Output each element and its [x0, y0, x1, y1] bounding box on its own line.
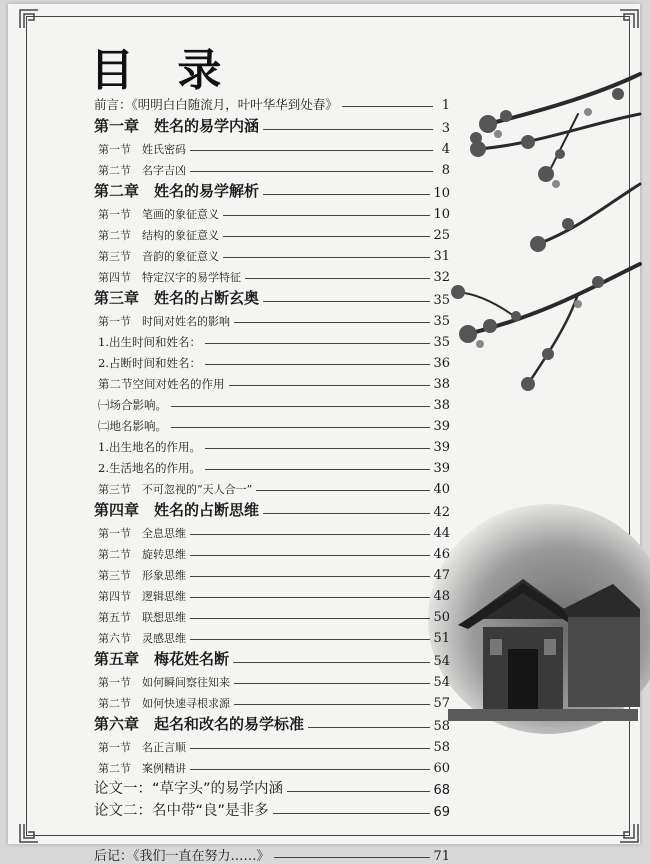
toc-leader-line: [256, 490, 430, 491]
toc-entry-label: 第六节 灵感思维: [98, 632, 186, 645]
toc-entry-label: 第三节 形象思维: [98, 569, 186, 582]
toc-entry-sub[interactable]: [94, 350, 450, 371]
toc-entry-label: 第二节 结构的象征意义: [98, 229, 219, 242]
toc-page-number: 60: [433, 761, 450, 776]
toc-page-number: 54: [433, 675, 450, 690]
toc-leader-line: [223, 215, 430, 216]
toc-entry-label: 1.出生地名的作用。: [98, 440, 201, 454]
toc-leader-line: [190, 150, 433, 151]
toc-page-number: 35: [433, 293, 450, 308]
toc-entry-label: 第一节 如何瞬间察往知来: [98, 676, 230, 689]
toc-leader-line: [245, 278, 430, 279]
toc-entry-label: 2.占断时间和姓名：: [98, 356, 201, 370]
corner-ornament-top-left: [18, 8, 40, 30]
toc-entry-label: 第三节 音韵的象征意义: [98, 250, 219, 263]
toc-entry-section[interactable]: [94, 243, 450, 264]
toc-entry-label: ㈠场合影响。: [98, 398, 167, 412]
toc-entry-label: 第四章 姓名的占断思维: [94, 501, 260, 519]
toc-entry-sub[interactable]: [94, 413, 450, 434]
toc-page-number: 48: [433, 589, 450, 604]
toc-entry-label: 第四节 特定汉字的易学特征: [98, 271, 241, 284]
book-page: [8, 4, 640, 864]
toc-leader-line: [263, 301, 430, 302]
toc-entry-label: 第一节 笔画的象征意义: [98, 208, 219, 221]
toc-page-number: 71: [433, 849, 450, 864]
toc-page-number: 46: [433, 547, 450, 562]
toc-page-number: 8: [441, 163, 450, 178]
traditional-gate-illustration: [428, 499, 640, 734]
toc-entry-chapter[interactable]: [94, 646, 450, 669]
toc-page-number: 4: [441, 142, 450, 157]
toc-entry-section[interactable]: [94, 541, 450, 562]
toc-page-number: 58: [433, 740, 450, 755]
toc-leader-line: [234, 322, 430, 323]
toc-entry-label: 2.生活地名的作用。: [98, 461, 201, 475]
toc-page-number: 36: [433, 356, 450, 371]
table-of-contents: [94, 92, 450, 864]
toc-entry-section[interactable]: [94, 755, 450, 776]
toc-entry-chapter[interactable]: [94, 497, 450, 520]
toc-page-number: 39: [433, 461, 450, 476]
toc-page-number: 38: [433, 398, 450, 413]
toc-entry-label: 第一节 全息思维: [98, 527, 186, 540]
toc-leader-line: [190, 618, 430, 619]
toc-entry-section[interactable]: [94, 734, 450, 755]
toc-entry-chapter[interactable]: [94, 285, 450, 308]
toc-page-number: 47: [433, 568, 450, 583]
toc-spacer: [94, 820, 450, 842]
toc-page-number: 32: [433, 270, 450, 285]
toc-entry-label: 论文二：名中带“良”是非多: [94, 803, 269, 819]
toc-page-number: 25: [433, 228, 450, 243]
toc-page-number: 44: [433, 526, 450, 541]
toc-entry-preface[interactable]: [94, 92, 450, 113]
toc-entry-section[interactable]: [94, 669, 450, 690]
toc-entry-section[interactable]: [94, 157, 450, 178]
toc-entry-section[interactable]: [94, 604, 450, 625]
toc-page-number: 42: [433, 505, 450, 520]
toc-leader-line: [223, 257, 430, 258]
toc-leader-line: [205, 343, 430, 344]
toc-leader-line: [229, 385, 431, 386]
toc-entry-section[interactable]: [94, 625, 450, 646]
toc-page-number: 38: [433, 377, 450, 392]
toc-entry-chapter[interactable]: [94, 113, 450, 136]
toc-entry-sub[interactable]: [94, 455, 450, 476]
toc-leader-line: [263, 129, 433, 130]
page-title: 目 录: [90, 45, 236, 96]
toc-leader-line: [205, 469, 430, 470]
toc-entry-sub[interactable]: [94, 329, 450, 350]
toc-page-number: 35: [433, 314, 450, 329]
toc-entry-label: 第一节 姓氏密码: [98, 143, 186, 156]
toc-entry-label: 第二章 姓名的易学解析: [94, 182, 260, 200]
toc-entry-label: 第二节 案例精讲: [98, 762, 186, 775]
toc-page-number: 39: [433, 419, 450, 434]
toc-entry-section[interactable]: [94, 201, 450, 222]
toc-leader-line: [234, 704, 430, 705]
corner-ornament-top-right: [618, 8, 640, 30]
toc-page-number: 54: [433, 654, 450, 669]
toc-page-number: 39: [433, 440, 450, 455]
toc-entry-label: 第四节 逻辑思维: [98, 590, 186, 603]
toc-entry-section[interactable]: [94, 520, 450, 541]
toc-entry-label: 第一节 时间对姓名的影响: [98, 315, 230, 328]
toc-entry-section[interactable]: [94, 308, 450, 329]
toc-page-number: 10: [433, 186, 450, 201]
toc-leader-line: [273, 813, 431, 814]
toc-leader-line: [171, 427, 430, 428]
toc-entry-label: 1.出生时间和姓名：: [98, 335, 201, 349]
toc-leader-line: [190, 555, 430, 556]
toc-entry-section[interactable]: [94, 476, 450, 497]
corner-ornament-bottom-right: [618, 822, 640, 844]
toc-entry-label: 前言：《明明白白随流月，叶叶华华到处春》: [94, 97, 338, 112]
toc-entry-label: 第三章 姓名的占断玄奥: [94, 289, 260, 307]
corner-ornament-bottom-left: [18, 822, 40, 844]
toc-leader-line: [205, 364, 430, 365]
plum-blossom-illustration: [428, 54, 640, 394]
toc-leader-line: [223, 236, 430, 237]
toc-page-number: 35: [433, 335, 450, 350]
toc-entry-label: 第二节 名字吉凶: [98, 164, 186, 177]
toc-page-number: 31: [433, 249, 450, 264]
toc-entry-section[interactable]: [94, 562, 450, 583]
toc-entry-chapter[interactable]: [94, 711, 450, 734]
toc-entry-sub[interactable]: [94, 392, 450, 413]
toc-entry-label: 第一章 姓名的易学内涵: [94, 117, 260, 135]
toc-entry-label: 第五章 梅花姓名断: [94, 650, 230, 668]
toc-leader-line: [342, 106, 433, 107]
toc-page-number: 3: [441, 121, 450, 136]
toc-leader-line: [171, 406, 430, 407]
toc-leader-line: [287, 791, 430, 792]
toc-entry-section[interactable]: [94, 690, 450, 711]
toc-leader-line: [190, 534, 430, 535]
toc-leader-line: [263, 194, 430, 195]
toc-entry-section[interactable]: [94, 583, 450, 604]
toc-entry-sub[interactable]: [94, 434, 450, 455]
toc-page-number: 40: [433, 482, 450, 497]
toc-leader-line: [190, 576, 430, 577]
toc-entry-label: 后记：《我们一直在努力……》: [94, 849, 270, 864]
toc-entry-label: 第二节 旋转思维: [98, 548, 186, 561]
toc-entry-label: 第三节 不可忽视的“天人合一”: [98, 483, 253, 496]
toc-leader-line: [190, 639, 430, 640]
toc-leader-line: [190, 171, 433, 172]
toc-page-number: 10: [433, 207, 450, 222]
toc-entry-label: 第一节 名正言顺: [98, 741, 186, 754]
toc-entry-section[interactable]: [94, 136, 450, 157]
toc-page-number: 58: [433, 719, 450, 734]
toc-leader-line: [263, 513, 430, 514]
toc-leader-line: [190, 597, 430, 598]
toc-entry-section[interactable]: [94, 222, 450, 243]
toc-page-number: 50: [433, 610, 450, 625]
toc-entry-sub[interactable]: [94, 371, 450, 392]
toc-entry-label: ㈡地名影响。: [98, 419, 167, 433]
toc-leader-line: [233, 662, 430, 663]
toc-page-number: 1: [441, 98, 450, 113]
toc-entry-chapter[interactable]: [94, 178, 450, 201]
toc-page-number: 51: [433, 631, 450, 646]
toc-entry-essay[interactable]: [94, 798, 450, 820]
toc-leader-line: [205, 448, 430, 449]
toc-leader-line: [274, 857, 431, 858]
toc-entry-label: 论文一：“草字头”的易学内涵: [94, 781, 284, 797]
toc-page-number: 68: [433, 783, 450, 798]
toc-page-number: 57: [433, 696, 450, 711]
toc-leader-line: [190, 748, 430, 749]
toc-entry-label: 第五节 联想思维: [98, 611, 186, 624]
toc-entry-essay[interactable]: [94, 776, 450, 798]
toc-leader-line: [234, 683, 430, 684]
toc-leader-line: [308, 727, 430, 728]
toc-entry-after[interactable]: [94, 842, 450, 864]
toc-leader-line: [190, 769, 430, 770]
toc-entry-section[interactable]: [94, 264, 450, 285]
toc-entry-label: 第二节 如何快速寻根求源: [98, 697, 230, 710]
toc-entry-label: 第六章 起名和改名的易学标准: [94, 715, 305, 733]
toc-entry-label: 第二节空间对姓名的作用: [98, 377, 225, 391]
toc-page-number: 69: [433, 805, 450, 820]
